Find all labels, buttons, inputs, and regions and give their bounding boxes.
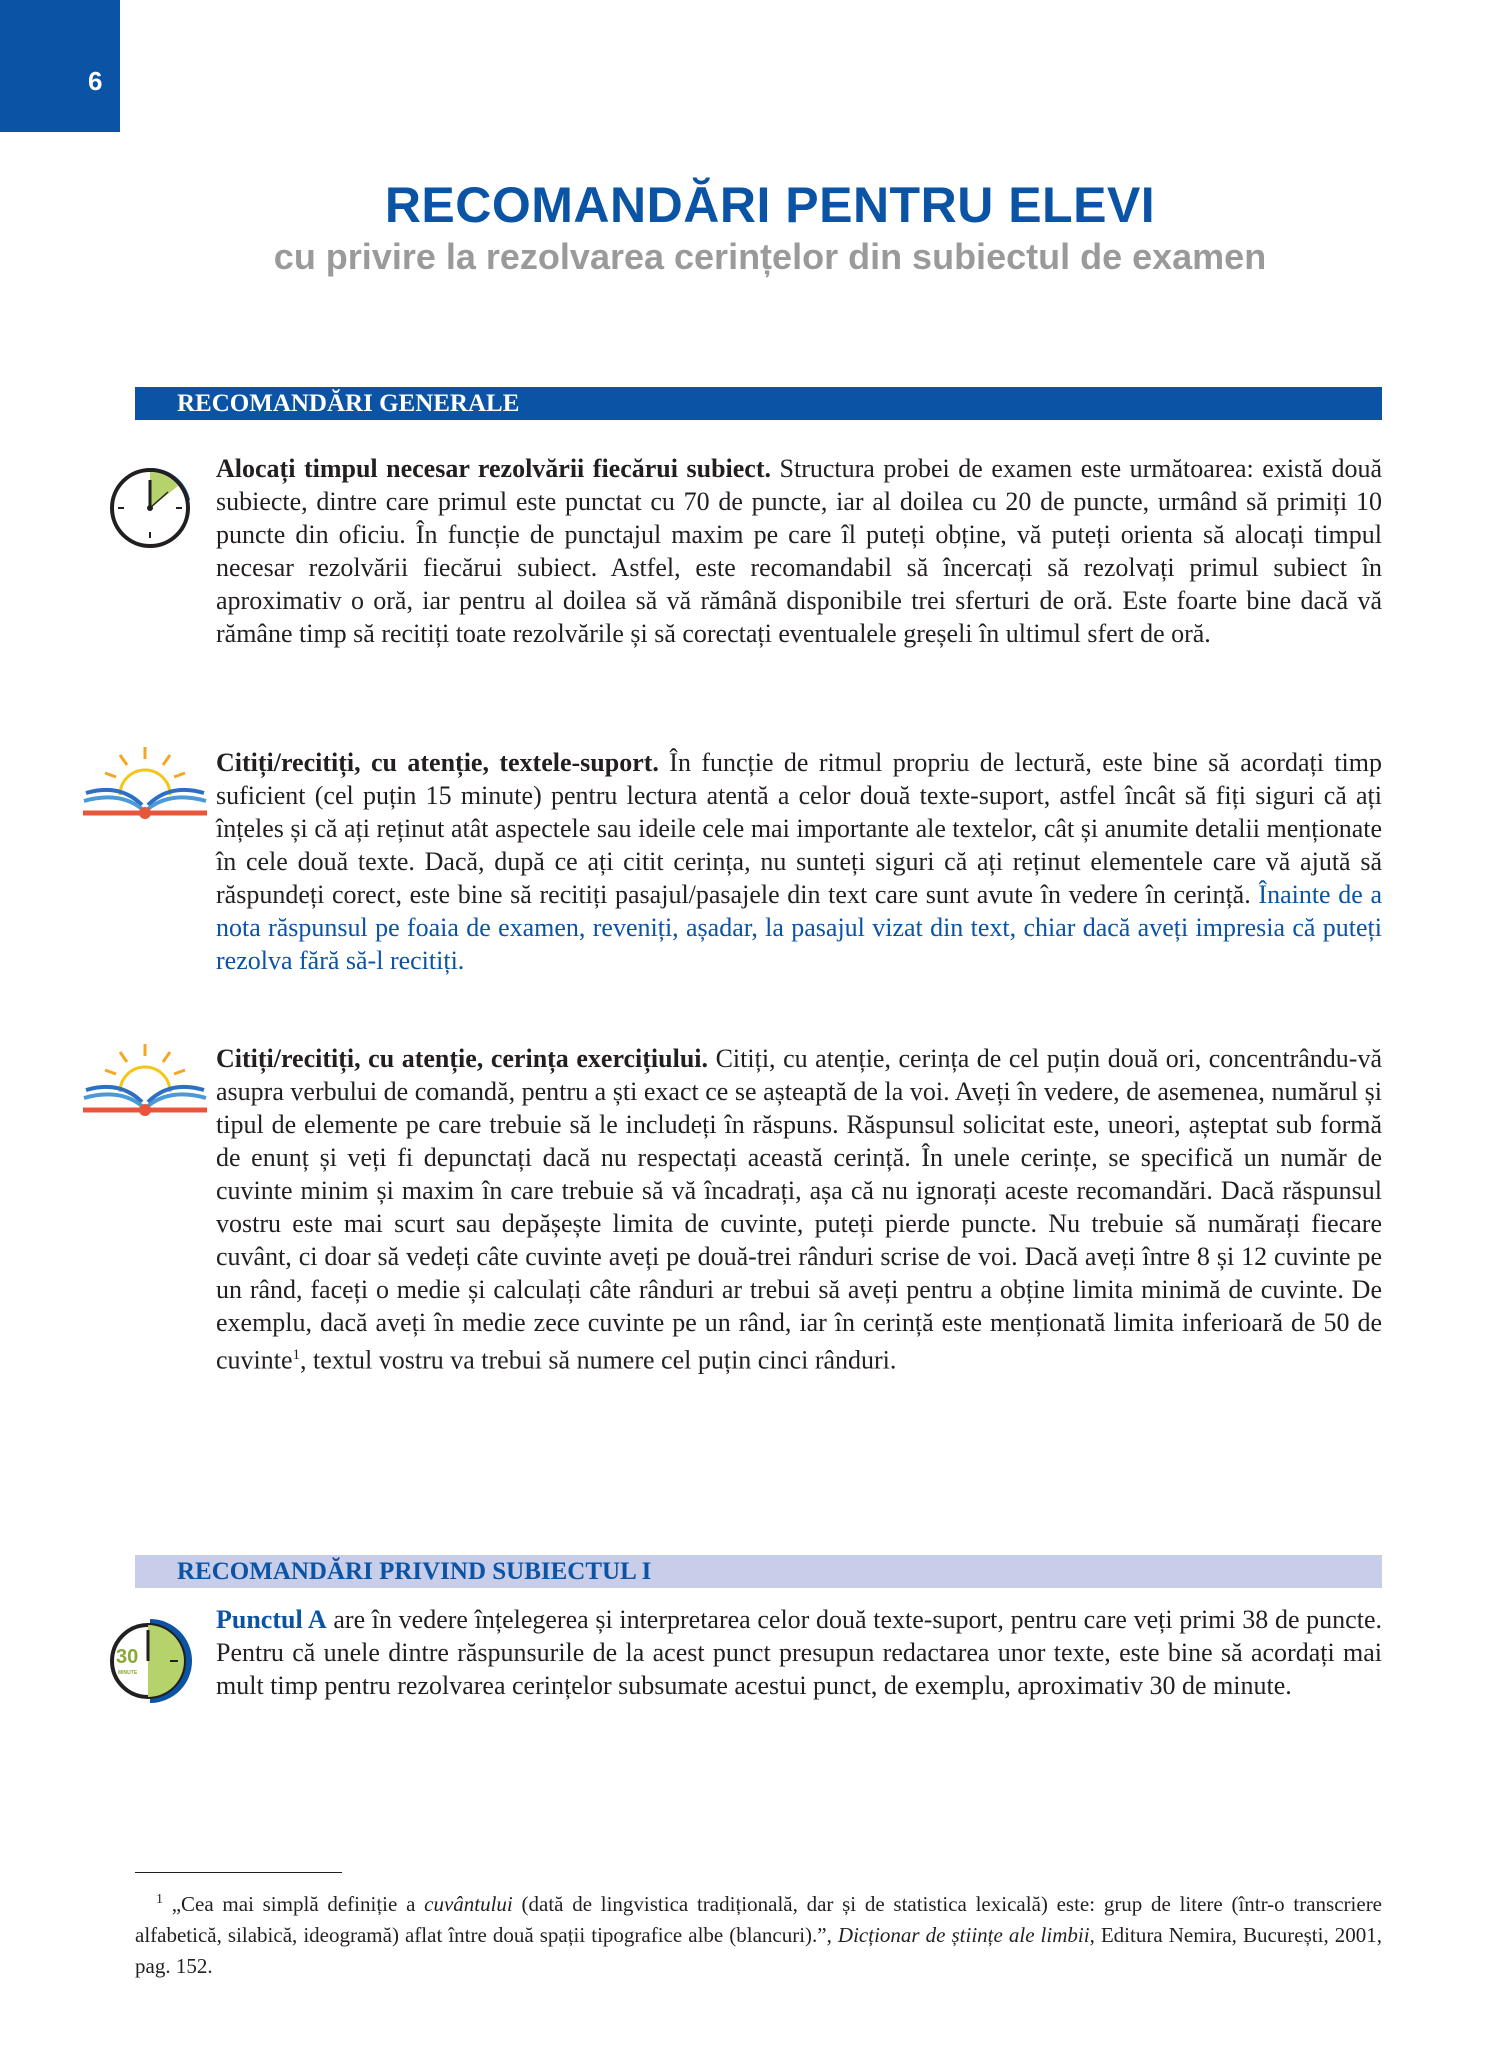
recommendation-text: În funcție de ritmul propriu de lectură, este bine să acordați timp suficient (cel puțin 15 minute) pentru lectura atentă a celor două texte-suport, astfel încât să fiți siguri că ați înțeles și că ați reținut atât aspectele sau ideile cele mai importante ale textelor, cât și anumite detalii menționate în cele două texte. Dacă, după ce ați citit cerința, nu sunteți siguri că ați reținut elementele care vă ajută să răspundeți corect, este bine să recitiți pasajul/pasajele din text care sunt avute în vedere în cerință. [216, 748, 1383, 909]
recommendation-text-continued: , textul vostru va trebui să numere cel puțin cinci rânduri. [300, 1345, 897, 1375]
recommendation-text: Structura probei de examen este următoarea: există două subiecte, dintre care primul este punctat cu 70 de puncte, iar al doilea cu 20 de puncte, urmând să primiți 10 puncte din oficiu. În funcție de punctajul maxim pe care îl puteți obține, vă puteți orienta să alocați timpul necesar rezolvării fiecărui subiect. Astfel, este recomandabil să încercați să rezolvați primul subiect în aproximativ o oră, iar pentru al doilea să vă rămână disponibile trei sferturi de oră. Este foarte bine dacă vă rămâne timp să recitiți toate rezolvările și să corectați eventualele greșeli în ultimul sfert de oră. [216, 454, 1382, 648]
footnote-number: 1 [156, 1892, 163, 1907]
clock-icon [108, 460, 192, 550]
section-heading-text: RECOMANDĂRI PRIVIND SUBIECTUL I [177, 1558, 652, 1585]
section-heading-text: RECOMANDĂRI GENERALE [177, 390, 520, 417]
clock-minutes-label: 30 [116, 1646, 139, 1668]
footnote-italic: cuvântului [424, 1892, 513, 1916]
recommendation-read-texts [216, 746, 1382, 977]
section-heading-general [135, 387, 1382, 420]
recommendation-title: Citiți/recitiți, cu atenție, cerința exercițiului. [216, 1044, 709, 1073]
footnote-divider [135, 1872, 342, 1873]
open-book-sun-icon [80, 745, 210, 823]
footnote [135, 1884, 1382, 1982]
recommendation-point-a [216, 1603, 1382, 1702]
open-book-sun-icon [80, 1042, 210, 1120]
page-title: RECOMANDĂRI PENTRU ELEVI [384, 177, 1156, 233]
footnote-text: „Cea mai simplă definiție a [163, 1892, 425, 1916]
recommendation-text: Citiți, cu atenție, cerința de cel puțin două ori, concentrându-vă asupra verbului de comandă, pentru a ști exact ce se așteaptă de la voi. Aveți în vedere, de asemenea, numărul și tipul de elemente pe care trebuie să le includeți în răspuns. Răspunsul solicitat este, uneori, așteptat sub formă de enunț și veți fi depunctați dacă nu respectați această cerință. În unele cerințe, se specifică un număr de cuvinte minim și maxim în care trebuie să vă încadrați, așa că nu ignorați aceste recomandări. Dacă răspunsul vostru este mai scurt sau depășește limita de cuvinte, puteți pierde puncte. Nu trebuie să numărați fiecare cuvânt, ci doar să vedeți câte cuvinte aveți pe două-trei rânduri scrise de voi. Dacă aveți între 8 și 12 cuvinte pe un rând, faceți o medie și calculați câte rânduri ar trebui să aveți pentru a obține limita minimă de cuvinte. De exemplu, dacă aveți în medie zece cuvinte pe un rând, iar în cerință este menționată limita inferioară de 50 de cuvinte [216, 1044, 1382, 1375]
recommendation-text: are în vedere înțelegerea și interpretarea celor două texte-suport, pentru care veți primi 38 de puncte. Pentru că unele dintre răspunsurile de la acest punct presupun redactarea unor texte, este bine să acordați mai mult timp pentru rezolvarea cerințelor subsumate acestui punct, de exemplu, aproximativ 30 de minute. [216, 1605, 1382, 1700]
section-heading-subject-1 [135, 1555, 1382, 1588]
page-subtitle: cu privire la rezolvarea cerințelor din subiectul de examen [273, 236, 1267, 277]
recommendation-title: Punctul A [216, 1605, 327, 1634]
footnote-text: , Editura Nemira, București, 2001, pag. 152. [135, 1923, 1382, 1978]
page-number: 6 [88, 66, 103, 96]
clock-minutes-sublabel: MINUTE [118, 1670, 138, 1676]
clock-30-minutes-icon [108, 1616, 194, 1706]
footnote-source-title: Dicționar de științe ale limbii [837, 1923, 1090, 1947]
recommendation-title: Citiți/recitiți, cu atenție, textele-suport. [216, 748, 659, 777]
recommendation-read-requirement [216, 1042, 1382, 1377]
recommendation-highlight: Înainte de a nota răspunsul pe foaia de examen, reveniți, așadar, la pasajul vizat din text, chiar dacă aveți impresia că puteți rezolva fără să-l recitiți. [216, 880, 1383, 975]
footnote-text: (dată de lingvistica tradițională, dar și de statistica lexicală) este: grup de litere (într-o transcriere alfabetică, silabică, ideogramă) aflat între două spații tipografice albe (blancuri).”, [135, 1892, 1383, 1947]
recommendation-time-allocation [216, 452, 1382, 650]
page-number-tab [0, 0, 120, 132]
footnote-reference[interactable]: 1 [292, 1347, 301, 1363]
recommendation-title: Alocați timpul necesar rezolvării fiecărui subiect. [216, 454, 771, 483]
